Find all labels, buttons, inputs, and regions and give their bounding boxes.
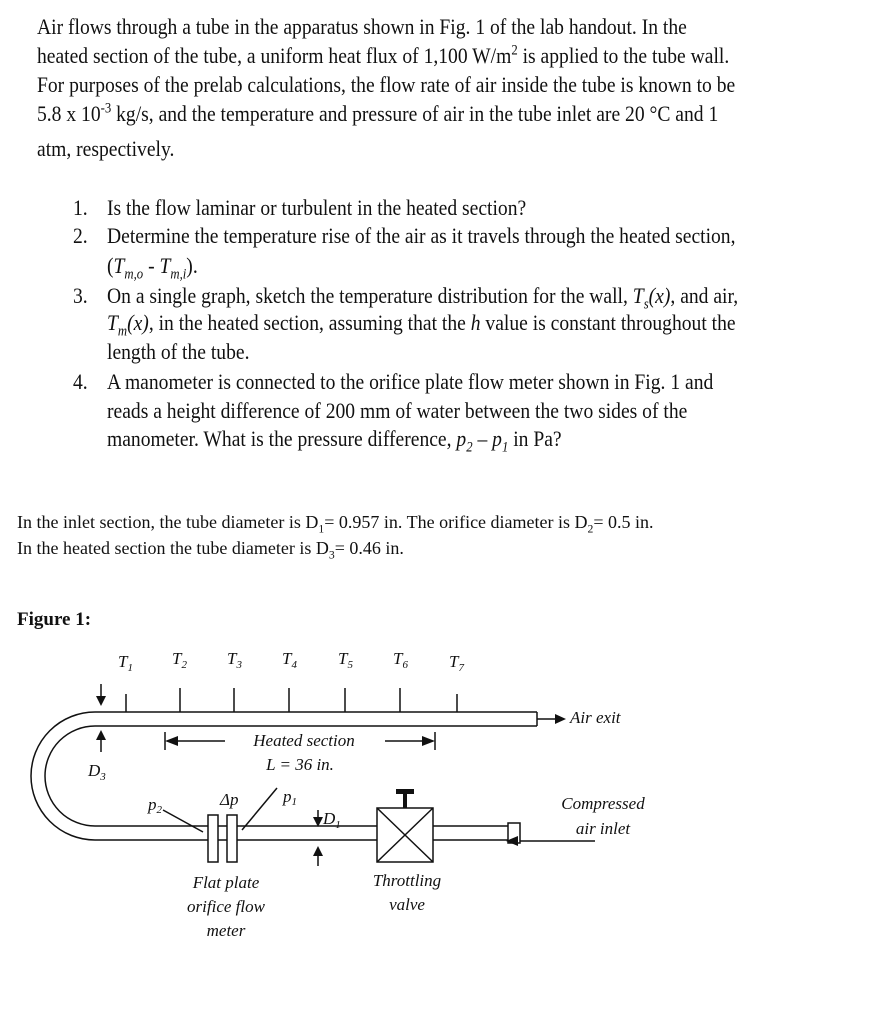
intro-line: Air flows through a tube in the apparatus shown in Fig. 1 of the lab handout. In the bbox=[37, 14, 687, 39]
inlet-label: Compressed bbox=[561, 794, 645, 813]
label-p1: p1 bbox=[283, 787, 297, 808]
label-T2: $T_2$ bbox=[172, 649, 187, 671]
air-exit-label: Air exit bbox=[570, 708, 621, 727]
question-4-line: manometer. What is the pressure difference, $p_2 - p_1$ in Pa? bbox=[107, 426, 562, 456]
orifice-plate bbox=[208, 815, 218, 862]
figure-caption: Figure 1: bbox=[17, 609, 92, 630]
label-T4: $T_4$ bbox=[282, 649, 297, 671]
question-number: 3. bbox=[73, 283, 88, 308]
question-3-line: length of the tube. bbox=[107, 339, 250, 364]
intro-line: heated section of the tube, a uniform heat flux of 1,100 $W/m^2$ is applied to the tube wall. bbox=[37, 42, 730, 68]
valve-label: valve bbox=[389, 895, 425, 914]
question-2: Determine the temperature rise of the air as it travels through the heated section, bbox=[107, 223, 736, 248]
dimension-line: In the heated section the tube diameter is $D_3= 0.46$ in. bbox=[17, 538, 404, 562]
question-3-line: $T_m(x)$, in the heated section, assuming that the h value is constant throughout the bbox=[107, 310, 736, 340]
orifice-label: orifice flow bbox=[187, 897, 265, 916]
label-p2: p2 bbox=[148, 795, 162, 816]
heated-section-label: Heated section bbox=[253, 731, 355, 750]
length-label: L = 36 in. bbox=[266, 755, 334, 774]
intro-line: 5.8 x $10^{-3}$ kg/s, and the temperature and pressure of air in the tube inlet are 20 °C and 1 bbox=[37, 100, 719, 126]
question-4-line: reads a height difference of 200 mm of water between the two sides of the bbox=[107, 398, 688, 423]
label-T3: $T_3$ bbox=[227, 649, 242, 671]
question-number: 1. bbox=[73, 195, 88, 220]
thermocouple-ticks bbox=[126, 688, 457, 712]
valve-label: Throttling bbox=[372, 871, 442, 890]
label-delta-p: Δp bbox=[220, 790, 239, 809]
label-T5: $T_5$ bbox=[338, 649, 353, 671]
arrowheads bbox=[96, 696, 566, 856]
label-D1: $D_1$ bbox=[323, 809, 341, 831]
dimension-line: In the inlet section, the tube diameter is $D_1= 0.957$ in. The orifice diameter is $D_2= 0.5$ in. bbox=[17, 512, 654, 536]
question-3: On a single graph, sketch the temperature distribution for the wall, $T_s(x)$, and air, bbox=[107, 283, 739, 313]
inlet-label: air inlet bbox=[575, 819, 631, 838]
orifice-plate bbox=[227, 815, 237, 862]
question-2-formula: $(T_{m,o} - T_{m,i})$. bbox=[107, 253, 198, 283]
label-T6: $T_6$ bbox=[393, 649, 408, 671]
label-T1: $T_1$ bbox=[118, 652, 133, 674]
label-T7: $T_7$ bbox=[449, 652, 464, 674]
label-D3: $D_3$ bbox=[88, 761, 106, 783]
intro-line: atm, respectively. bbox=[37, 136, 175, 161]
question-4: A manometer is connected to the orifice plate flow meter shown in Fig. 1 and bbox=[107, 369, 714, 394]
tube-bend bbox=[31, 712, 95, 840]
intro-line: For purposes of the prelab calculations, the flow rate of air inside the tube is known to be bbox=[37, 72, 736, 97]
orifice-label: Flat plate bbox=[192, 873, 260, 892]
question-number: 2. bbox=[73, 223, 88, 248]
question-1: Is the flow laminar or turbulent in the heated section? bbox=[107, 195, 527, 220]
question-number: 4. bbox=[73, 369, 88, 394]
orifice-label: meter bbox=[206, 921, 246, 940]
